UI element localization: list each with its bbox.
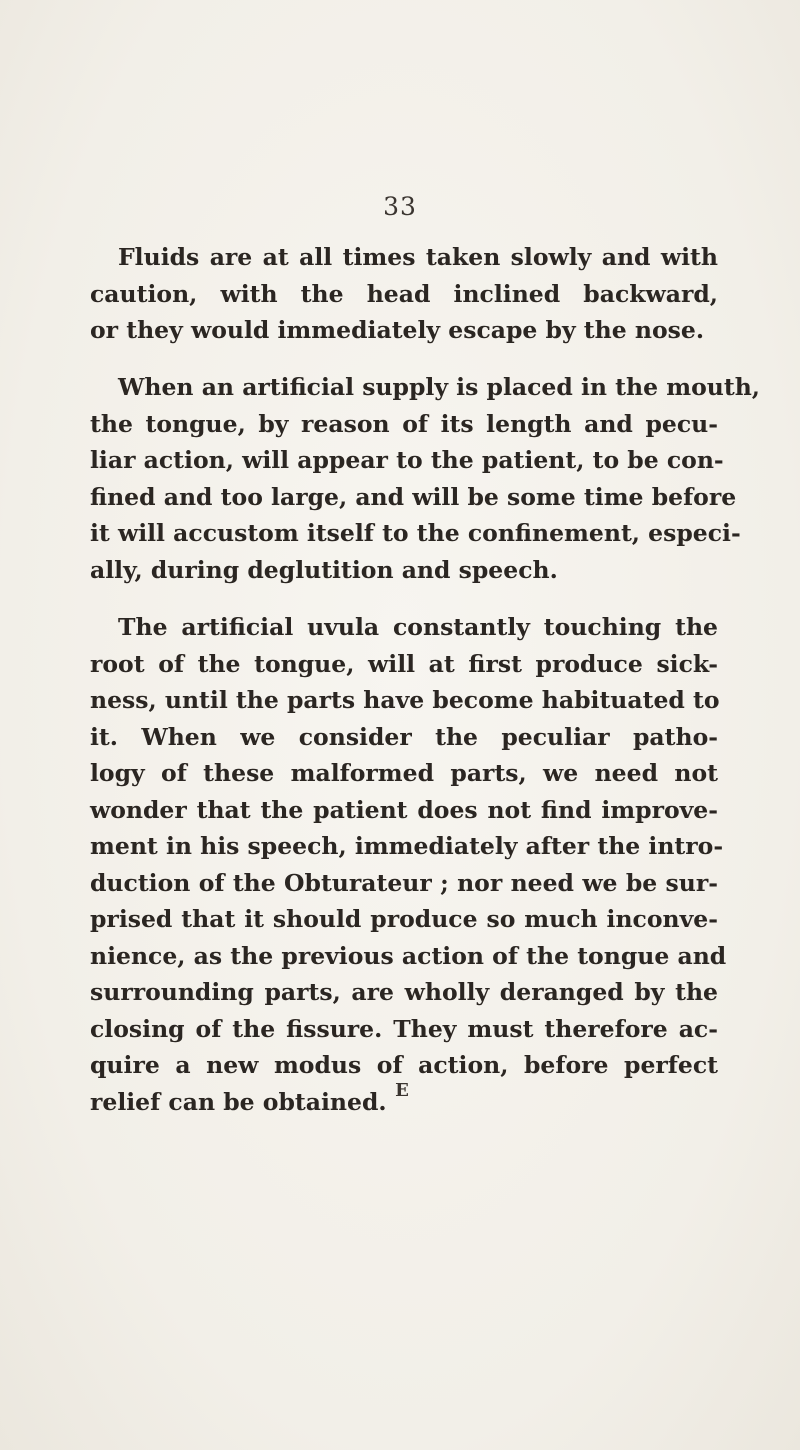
- text-line: logy of these malformed parts, we need not: [90, 759, 718, 787]
- text-line: caution, with the head inclined backward,: [90, 279, 718, 308]
- paragraph-artificial-uvula: [90, 609, 727, 1120]
- text-line: Fluids are at all times taken slowly and with: [118, 243, 718, 271]
- text-line: it. When we consider the peculiar patho-: [90, 722, 718, 751]
- text-line: The artificial uvula constantly touching the: [118, 613, 718, 641]
- text-line: ment in his speech, immediately after the intro-: [90, 832, 724, 860]
- text-line: quire a new modus of action, before perfect: [90, 1051, 718, 1079]
- page-number: 33: [383, 192, 417, 221]
- text-line: closing of the fissure. They must therefore ac-: [90, 1014, 718, 1043]
- signature-mark: E: [395, 1080, 409, 1101]
- text-line: prised that it should produce so much inconve-: [90, 905, 718, 933]
- text-line: surrounding parts, are wholly deranged by the: [90, 978, 718, 1006]
- text-line: or they would immediately escape by the nose.: [90, 316, 705, 344]
- text-line: root of the tongue, will at first produce sick-: [90, 649, 718, 678]
- text-line: fined and too large, and will be some time before: [90, 482, 737, 511]
- text-line: ally, during deglutition and speech.: [90, 555, 558, 584]
- text-line: duction of the Obturateur ; nor need we be sur-: [90, 868, 718, 897]
- text-line: the tongue, by reason of its length and pecu-: [90, 409, 718, 438]
- paragraph-fluids: [90, 239, 718, 349]
- text-line: relief can be obtained.: [90, 1087, 387, 1116]
- paragraph-artificial-supply: [90, 369, 760, 588]
- text-line: wonder that the patient does not find improve-: [90, 795, 718, 824]
- text-line: nience, as the previous action of the tongue and: [90, 941, 727, 970]
- text-line: it will accustom itself to the confinement, especi-: [90, 519, 741, 547]
- text-line: ness, until the parts have become habituated to: [90, 686, 720, 714]
- text-line: liar action, will appear to the patient, to be con-: [90, 446, 724, 474]
- text-line: When an artificial supply is placed in the mouth,: [118, 373, 760, 401]
